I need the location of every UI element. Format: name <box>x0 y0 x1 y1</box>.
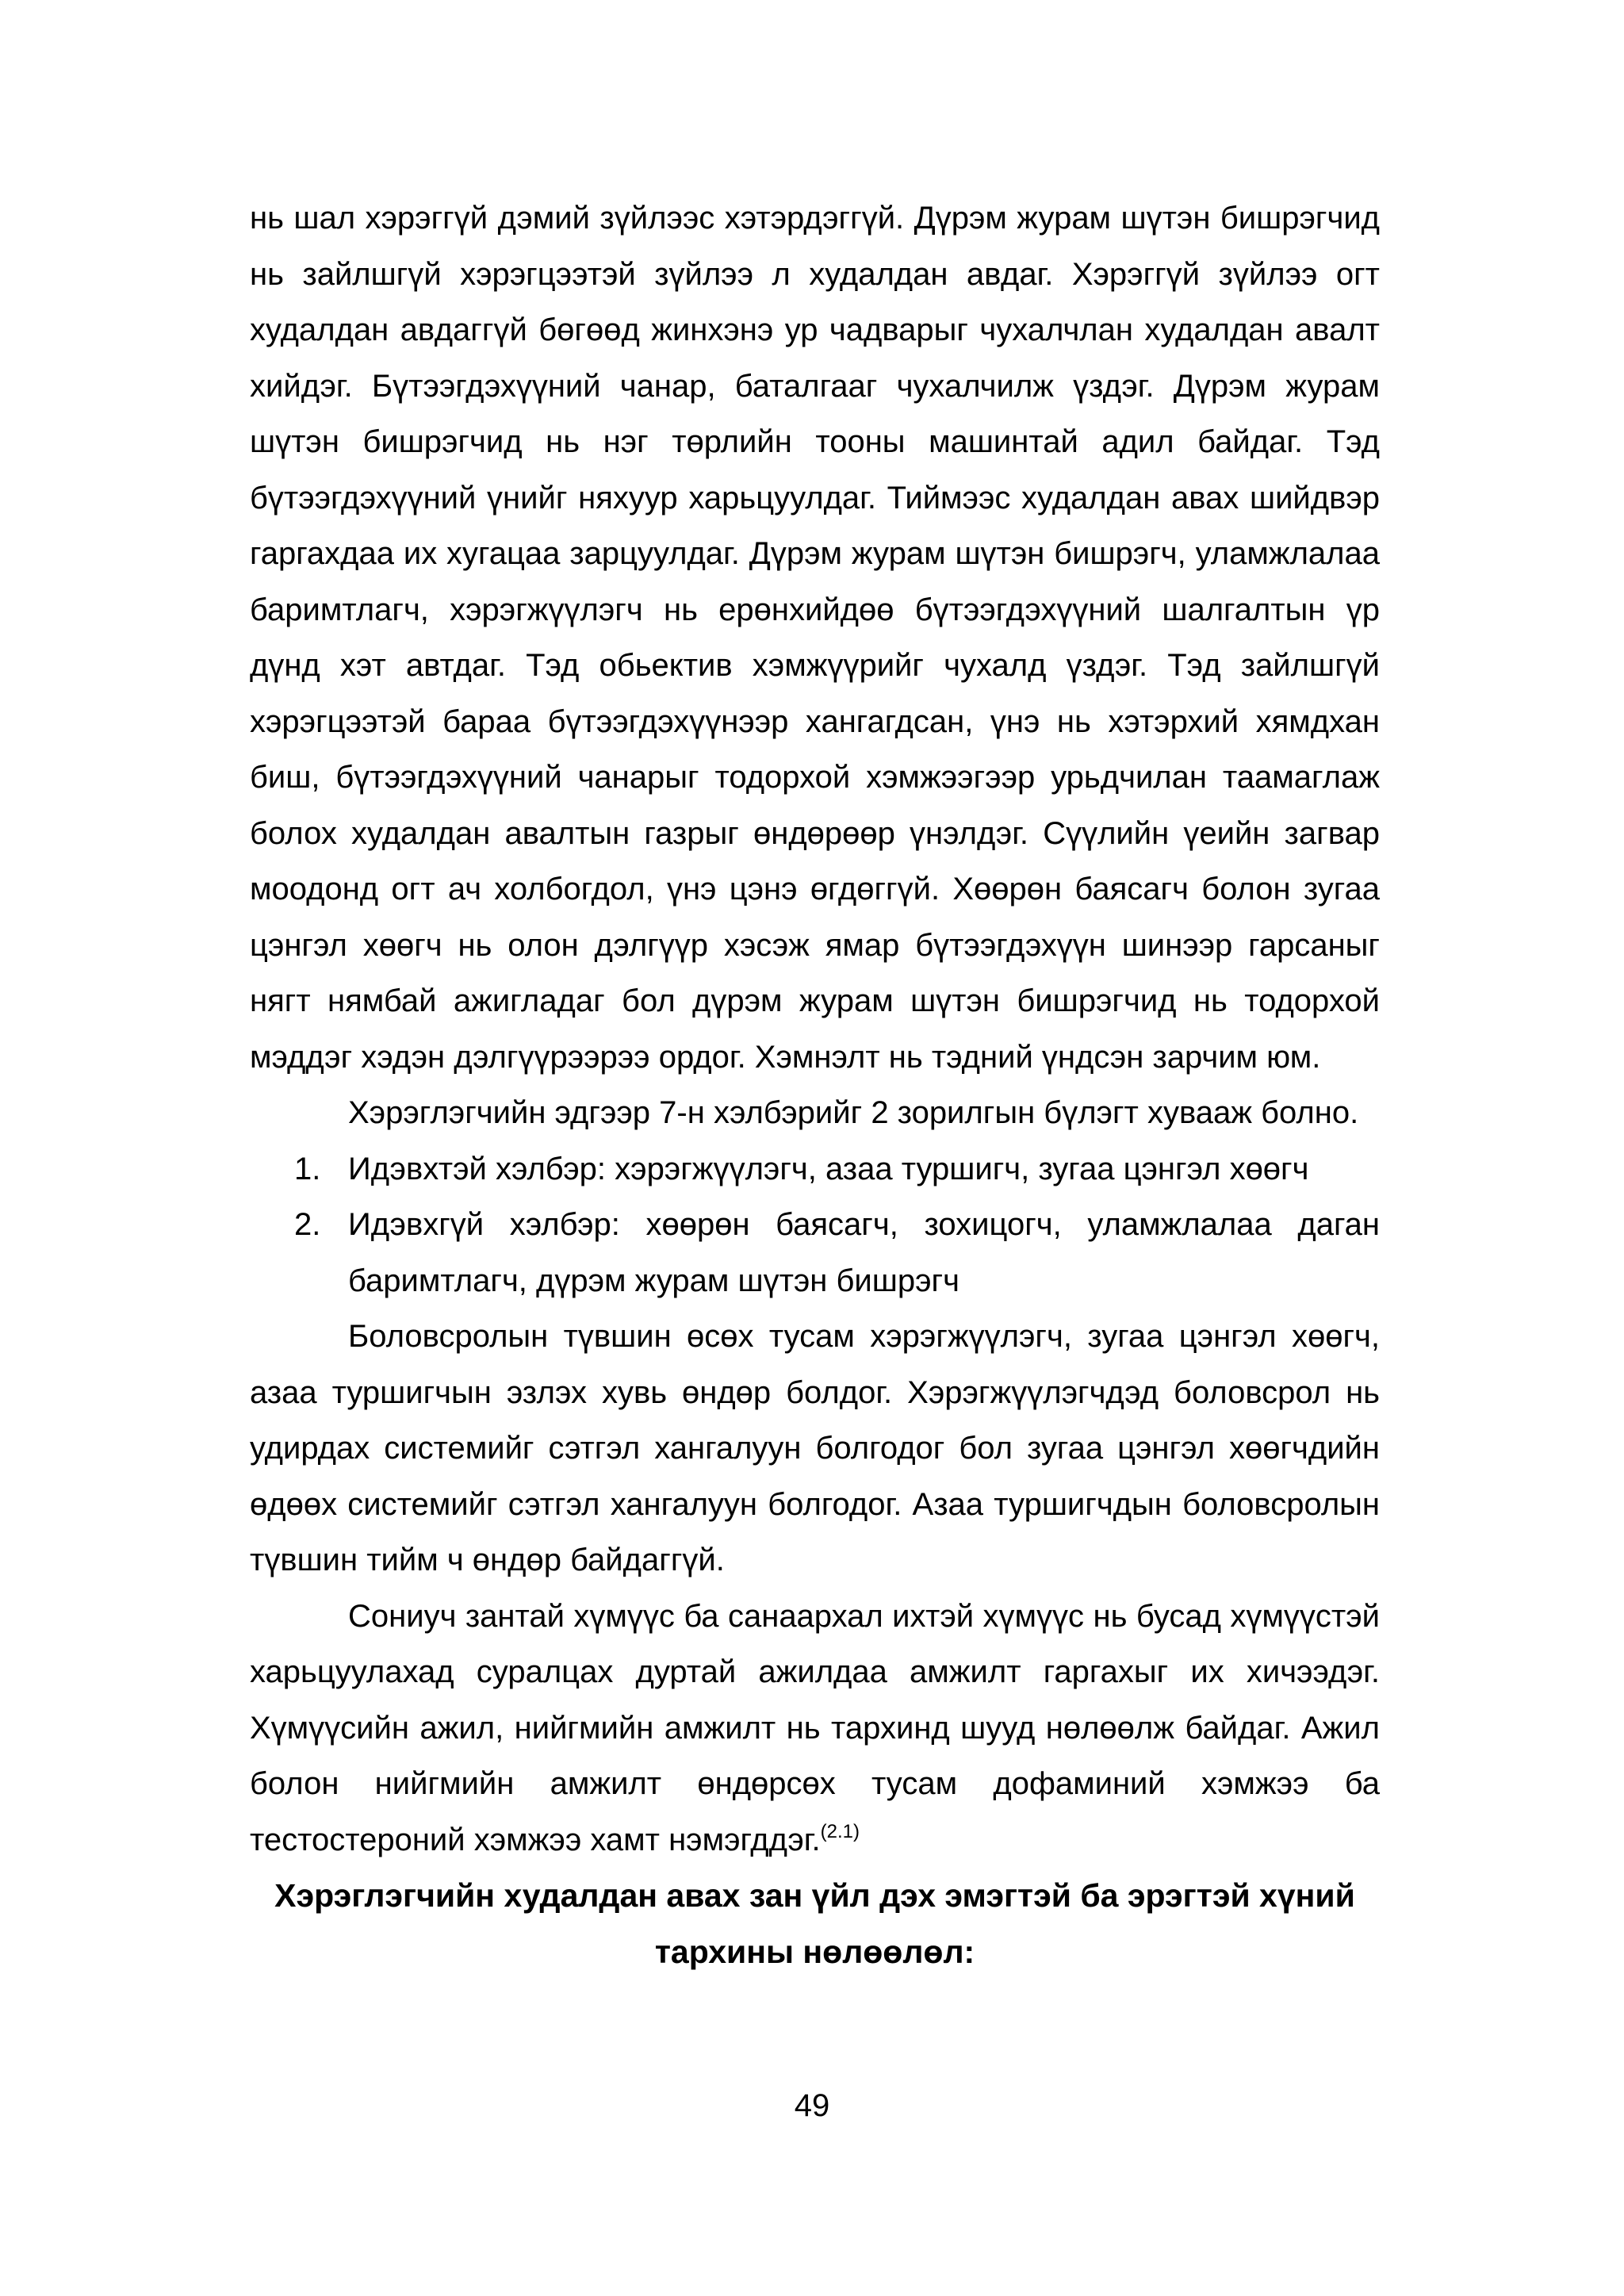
list-number: 2. <box>294 1207 321 1242</box>
list-number: 1. <box>294 1151 321 1186</box>
paragraph-3: Боловсролын түвшин өсөх тусам хэрэгжүүлэгч, зугаа цэнгэл хөөгч, азаа туршигчын эзлэх хувь өндөр болдог. Хэрэгжүүлэгчдэд боловсрол нь удирдах системийг сэтгэл хангалуун болгодог бол зугаа цэнгэл хөөгчдийн өдөөх системийг сэтгэл хангалуун болгодог. Азаа туршигчдын боловсролын түвшин тийм ч өндөр байдаггүй. <box>250 1319 1380 1577</box>
list-text: Идэвхтэй хэлбэр: хэрэгжүүлэгч, азаа туршигч, зугаа цэнгэл хөөгч <box>348 1151 1309 1186</box>
list-text: Идэвхгүй хэлбэр: хөөрөн баясагч, зохицогч, уламжлалаа даган баримтлагч, дүрэм журам шүтэн бишрэгч <box>348 1207 1380 1298</box>
list-item <box>250 1197 1380 1309</box>
paragraph-2: Хэрэглэгчийн эдгээр 7-н хэлбэрийг 2 зорилгын бүлэгт хувааж болно. <box>348 1095 1359 1130</box>
list-item <box>250 1141 1380 1198</box>
section-heading <box>250 1868 1380 1980</box>
section-heading-line-1: Хэрэглэгчийн худалдан авах зан үйл дэх эмэгтэй ба эрэгтэй хүний <box>274 1877 1355 1914</box>
paragraph-1: нь шал хэрэггүй дэмий зүйлээс хэтэрдэггүй. Дүрэм журам шүтэн бишрэгчид нь зайлшгүй хэрэгцээтэй зүйлээ л худалдан авдаг. Хэрэггүй зүйлээ огт худалдан авдаггүй бөгөөд жинхэнэ ур чадварыг чухалчлан худалдан авалт хийдэг. Бүтээгдэхүүний чанар, баталгааг чухалчилж үздэг. Дүрэм журам шүтэн бишрэгчид нь нэг төрлийн тооны машинтай адил байдаг. Тэд бүтээгдэхүүний үнийг няхуур харьцуулдаг. Тиймээс худалдан авах шийдвэр гаргахдаа их хугацаа зарцуулдаг. Дүрэм журам шүтэн бишрэгч, уламжлалаа баримтлагч, хэрэгжүүлэгч нь ерөнхийдөө бүтээгдэхүүний шалгалтын үр дүнд хэт автдаг. Тэд обьектив хэмжүүрийг чухалд үздэг. Тэд зайлшгүй хэрэгцээтэй бараа бүтээгдэхүүнээр хангагдсан, үнэ нь хэтэрхий хямдхан биш, бүтээгдэхүүний чанарыг тодорхой хэмжээгээр урьдчилан таамаглаж болох худалдан авалтын газрыг өндөрөөр үнэлдэг. Сүүлийн үеийн загвар моодонд огт ач холбогдол, үнэ цэнэ өгдөггүй. Хөөрөн баясагч болон зугаа цэнгэл хөөгч нь олон дэлгүүр хэсэж ямар бүтээгдэхүүн шинээр гарсаныг нягт нямбай ажигладаг бол дүрэм журам шүтэн бишрэгчид нь тодорхой мэддэг хэдэн дэлгүүрээрээ ордог. Хэмнэлт нь тэдний үндсэн зарчим юм. <box>250 201 1380 1075</box>
page-number: 49 <box>794 2088 830 2123</box>
section-heading-line-2: тархины нөлөөлөл: <box>654 1933 975 1970</box>
body-text <box>250 190 1380 1980</box>
paragraph-4-text: Сониуч зантай хүмүүс ба санаархал ихтэй хүмүүс нь бусад хүмүүстэй харьцуулахад суралцах дуртай ажилдаа амжилт гаргахыг их хичээдэг. Хүмүүсийн ажил, нийгмийн амжилт нь тархинд шууд нөлөөлж байдаг. Ажил болон нийгмийн амжилт өндөрсөх тусам дофаминий хэмжээ ба тестостероний хэмжээ хамт нэмэгддэг. <box>250 1598 1380 1857</box>
paragraph-4 <box>250 1589 1380 1869</box>
numbered-list <box>250 1141 1380 1309</box>
citation-reference: (2.1) <box>820 1820 860 1842</box>
